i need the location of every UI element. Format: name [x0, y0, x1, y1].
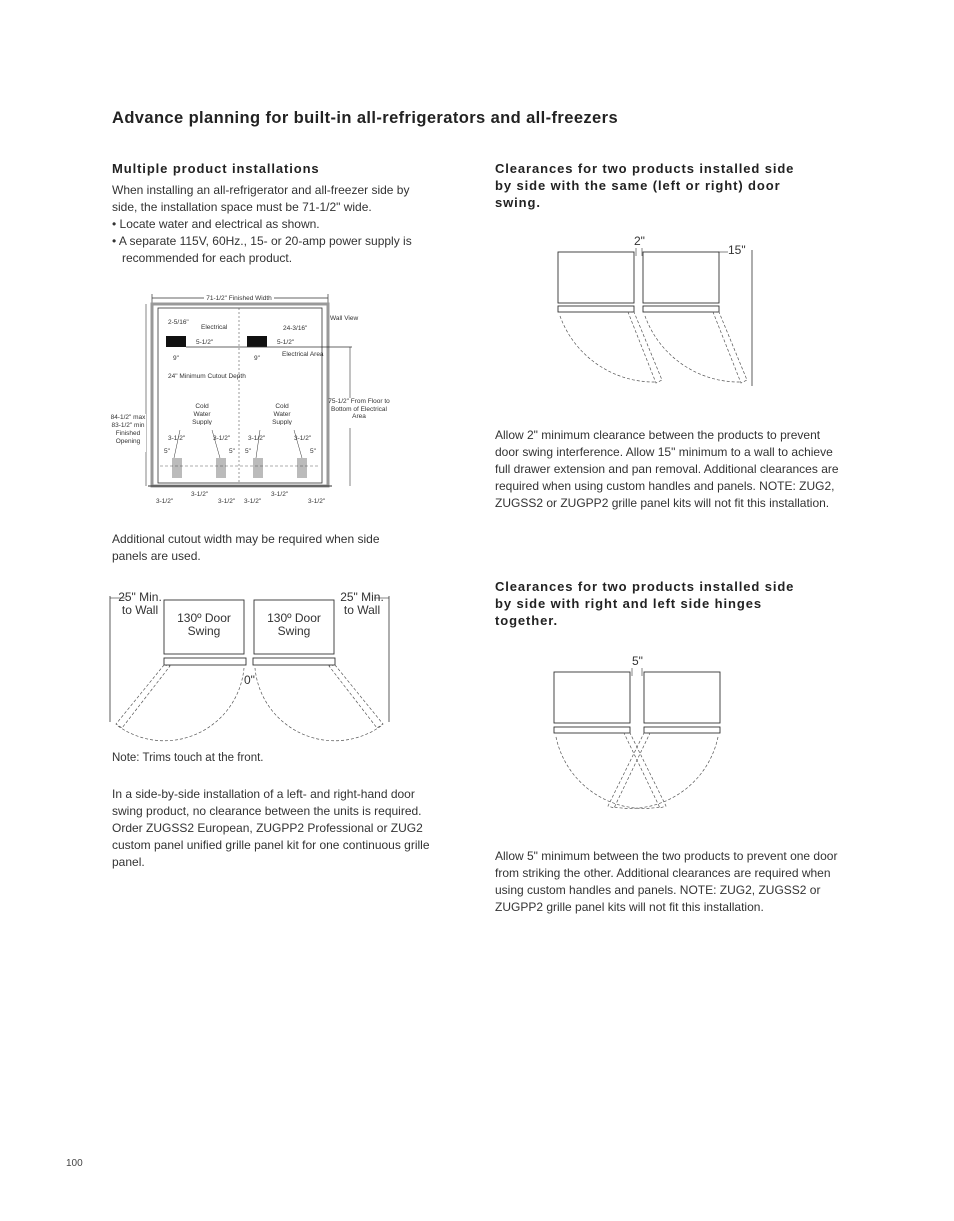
wall-view-diagram	[108, 290, 398, 512]
hinge-unit-right	[644, 672, 720, 723]
dim-9-right: 9"	[254, 355, 260, 362]
dim-3-1-2-f: 3-1/2"	[191, 491, 209, 498]
cold-water-label-left: Cold Water Supply	[192, 403, 212, 425]
right-wall-clearance-label: 25" Min. to Wall	[340, 591, 384, 617]
dim-3-1-2-g: 3-1/2"	[218, 498, 236, 505]
hinge-unit-left	[554, 672, 630, 723]
five-inch-gap-label: 5"	[632, 654, 643, 668]
electrical-area-label: Electrical Area	[282, 351, 324, 358]
dim-3-1-2-c: 3-1/2"	[248, 435, 266, 442]
same-swing-unit-right	[643, 252, 719, 303]
dim-9-left: 9"	[173, 355, 179, 362]
dim-3-1-2-j: 3-1/2"	[308, 498, 326, 505]
same-swing-paragraph: Allow 2" minimum clearance between the products to prevent door swing interference. Allow 15" minimum to a wall to achieve full drawer extension and pan removal. Additional clearances are required when using custom handles and panels. NOTE: ZUG2, ZUGSS2 or ZUGPP2 grille panel kits will not fit this installation.	[495, 428, 839, 510]
dim-3-1-2-d: 3-1/2"	[294, 435, 312, 442]
bullet-power-supply: • A separate 115V, 60Hz., 15- or 20-amp power supply is recommended for each product.	[112, 234, 412, 265]
right-unit-swing-label: 130º Door Swing	[267, 612, 321, 638]
dim-5-d: 5"	[310, 448, 316, 455]
trims-note: Note: Trims touch at the front.	[112, 752, 264, 764]
dim-5-c: 5"	[245, 448, 251, 455]
opening-height-label: 84-1/2" max 83-1/2" min Finished Opening	[110, 414, 146, 445]
dim-24-3-16: 24-3/16"	[283, 325, 308, 332]
page-number: 100	[66, 1158, 83, 1169]
dim-5-a: 5"	[164, 448, 170, 455]
intro-paragraph: When installing an all-refrigerator and all-freezer side by side, the installation space must be 71-1/2" wide.	[112, 183, 410, 214]
from-floor-label: 75-1/2" From Floor to Bottom of Electrical Area	[328, 398, 390, 420]
finished-width-label: 71-1/2" Finished Width	[206, 295, 272, 302]
gap-label: 0"	[244, 673, 255, 687]
dim-2-5-16: 2-5/16"	[168, 319, 189, 326]
dim-3-1-2-i: 3-1/2"	[271, 491, 289, 498]
left-right-swing-paragraph: In a side-by-side installation of a left- and right-hand door swing product, no clearance between the units is required. Order ZUGSS2 European, ZUGPP2 Professional or ZUG2 custom panel unified grille panel kit for one continuous grille panel.	[112, 787, 430, 869]
electrical-box-left	[166, 336, 186, 347]
dim-5-b: 5"	[229, 448, 235, 455]
same-swing-diagram	[552, 230, 764, 390]
electrical-label: Electrical	[201, 324, 228, 331]
bullet-water-electrical: • Locate water and electrical as shown.	[112, 217, 320, 231]
hinges-together-heading: Clearances for two products installed side by side with right and left side hinges together.	[495, 579, 795, 628]
hinges-together-paragraph: Allow 5" minimum between the two products to prevent one door from striking the other. Additional clearances are required when using custom handles and panels. NOTE: ZUG2, ZUGSS2 or ZUGPP2 grille panel kits will not fit this installation.	[495, 849, 838, 914]
page-title: Advance planning for built-in all-refrigerators and all-freezers	[112, 109, 619, 127]
dim-3-1-2-h: 3-1/2"	[244, 498, 262, 505]
two-inch-gap-label: 2"	[634, 234, 645, 248]
cold-water-label-right: Cold Water Supply	[272, 403, 292, 425]
min-cutout-depth-label: 24" Minimum Cutout Depth	[168, 373, 246, 380]
dim-3-1-2-b: 3-1/2"	[213, 435, 231, 442]
left-unit-swing-label: 130º Door Swing	[177, 612, 231, 638]
door-swing-diagram-left	[108, 590, 393, 750]
dim-5-1-2-right: 5-1/2"	[277, 339, 295, 346]
multiple-installations-text	[112, 182, 417, 267]
left-wall-clearance-label: 25" Min. to Wall	[118, 591, 162, 617]
dim-5-1-2-left: 5-1/2"	[196, 339, 214, 346]
multiple-installations-heading: Multiple product installations	[112, 161, 320, 176]
hinges-together-diagram	[548, 650, 728, 815]
same-swing-heading: Clearances for two products installed side by side with the same (left or right) door swing.	[495, 161, 795, 210]
electrical-box-right	[247, 336, 267, 347]
same-swing-unit-left	[558, 252, 634, 303]
wall-view-label: Wall View	[330, 315, 359, 322]
dim-3-1-2-a: 3-1/2"	[168, 435, 186, 442]
dim-3-1-2-e: 3-1/2"	[156, 498, 174, 505]
cutout-width-note: Additional cutout width may be required when side panels are used.	[112, 532, 380, 563]
fifteen-inch-wall-label: 15"	[728, 243, 746, 257]
